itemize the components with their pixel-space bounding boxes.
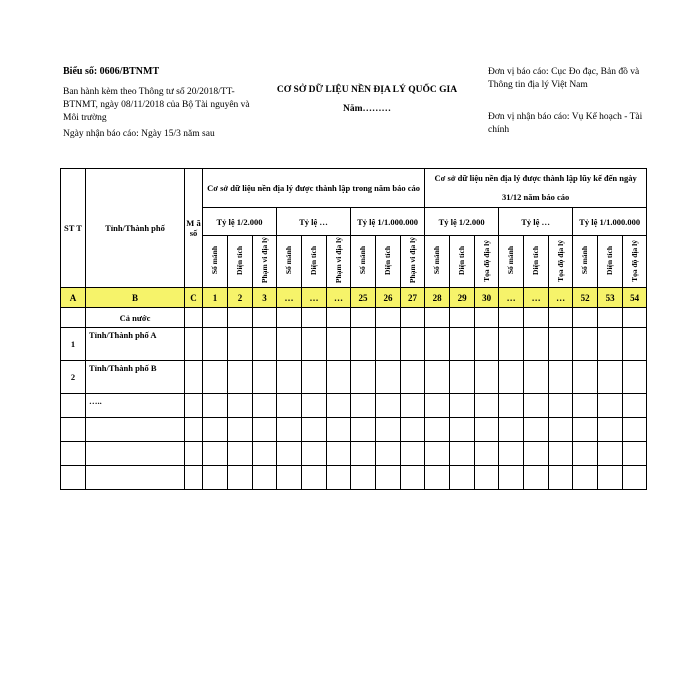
sub-header-cell — [253, 236, 277, 288]
column-index-cell: … — [549, 288, 573, 308]
table-cell — [549, 394, 573, 418]
table-cell — [549, 328, 573, 361]
table-cell — [425, 394, 450, 418]
receiving-unit: Đơn vị nhận báo cáo: Vụ Kế hoạch - Tài chính — [488, 112, 643, 135]
table-cell — [450, 466, 475, 490]
table-cell — [302, 328, 327, 361]
sub-header-cell — [376, 236, 401, 288]
table-cell — [623, 466, 647, 490]
table-cell — [598, 308, 623, 328]
row-province-name — [86, 466, 185, 490]
row-province-name: Cả nước — [86, 308, 185, 328]
table-cell — [185, 466, 203, 490]
table-cell — [327, 442, 351, 466]
table-cell — [475, 466, 499, 490]
table-cell — [573, 394, 598, 418]
receive-date-text: Ngày nhận báo cáo: Ngày 15/3 năm sau — [63, 129, 215, 139]
column-index-cell: 27 — [401, 288, 425, 308]
table-row — [61, 308, 647, 328]
table-cell — [425, 442, 450, 466]
issued-by-text: Ban hành kèm theo Thông tư số 20/2018/TT-BTNMT, ngày 08/11/2018 của Bộ Tài nguyên và Môi trường — [63, 87, 250, 123]
table-cell — [623, 308, 647, 328]
table-cell — [425, 361, 450, 394]
table-cell — [351, 361, 376, 394]
table-cell — [203, 394, 228, 418]
table-cell — [228, 328, 253, 361]
table-cell — [203, 442, 228, 466]
table-cell — [228, 466, 253, 490]
sub-header-label: Diện tích — [531, 246, 541, 275]
sub-header-cell — [351, 236, 376, 288]
row-stt — [61, 442, 86, 466]
sub-header-cell — [401, 236, 425, 288]
stt-header: ST T — [61, 169, 86, 288]
table-cell — [376, 466, 401, 490]
table-cell — [351, 328, 376, 361]
table-cell — [499, 418, 524, 442]
sub-header-label: Số mảnh — [580, 246, 590, 275]
sub-header-label: Số mảnh — [210, 246, 219, 275]
table-cell — [450, 418, 475, 442]
table-cell — [401, 328, 425, 361]
table-cell — [228, 308, 253, 328]
row-province-name — [86, 418, 185, 442]
table-cell — [549, 361, 573, 394]
table-cell — [573, 418, 598, 442]
table-cell — [450, 394, 475, 418]
sub-header-cell — [277, 236, 302, 288]
row-province-name: Tỉnh/Thành phố A — [86, 328, 185, 361]
table-cell — [253, 394, 277, 418]
table-cell — [277, 466, 302, 490]
scale-header-1m-cum: Tỷ lệ 1/1.000.000 — [573, 208, 647, 236]
report-year: Năm……… — [342, 104, 392, 114]
table-cell — [623, 442, 647, 466]
table-cell — [302, 442, 327, 466]
table-cell — [623, 328, 647, 361]
row-stt — [61, 418, 86, 442]
table-cell — [327, 418, 351, 442]
table-cell — [573, 308, 598, 328]
table-cell — [401, 361, 425, 394]
table-cell — [573, 361, 598, 394]
table-cell — [228, 361, 253, 394]
table-cell — [499, 361, 524, 394]
table-cell — [376, 328, 401, 361]
row-stt — [61, 308, 86, 328]
column-index-cell: 25 — [351, 288, 376, 308]
sub-header-cell — [228, 236, 253, 288]
sub-header-label: Phạm vi địa lý — [259, 237, 269, 284]
table-cell — [425, 328, 450, 361]
row-province-name: ….. — [86, 394, 185, 418]
sub-header-cell — [623, 236, 647, 288]
table-cell — [549, 466, 573, 490]
table-cell — [253, 466, 277, 490]
table-cell — [573, 328, 598, 361]
table-cell — [475, 442, 499, 466]
table-cell — [401, 394, 425, 418]
row-stt: 2 — [61, 361, 86, 394]
column-index-cell: B — [86, 288, 185, 308]
table-cell — [185, 418, 203, 442]
sub-header-label: Số mảnh — [432, 246, 442, 275]
sub-header-label: Diện tích — [383, 246, 392, 275]
table-cell — [401, 308, 425, 328]
table-cell — [277, 442, 302, 466]
sub-header-cell — [450, 236, 475, 288]
sub-header-label: Số mảnh — [358, 246, 367, 275]
table-cell — [203, 418, 228, 442]
sub-header-label: Phạm vi địa lý — [407, 237, 417, 284]
table-cell — [450, 308, 475, 328]
table-cell — [203, 308, 228, 328]
column-index-cell: … — [327, 288, 351, 308]
column-index-cell: 52 — [573, 288, 598, 308]
column-index-cell: C — [185, 288, 203, 308]
table-cell — [351, 394, 376, 418]
table-cell — [475, 328, 499, 361]
sub-header-label: Tọa độ địa lý — [629, 239, 639, 282]
table-cell — [327, 466, 351, 490]
table-cell — [327, 328, 351, 361]
table-cell — [302, 418, 327, 442]
table-cell — [228, 442, 253, 466]
sub-header-label: Diện tích — [235, 246, 244, 275]
row-stt: 1 — [61, 328, 86, 361]
table-cell — [524, 361, 549, 394]
table-cell — [203, 466, 228, 490]
form-number: Biểu số: 0606/BTNMT — [63, 66, 160, 77]
sub-header-label: Diện tích — [457, 246, 467, 275]
table-cell — [401, 442, 425, 466]
table-cell — [185, 328, 203, 361]
table-cell — [228, 418, 253, 442]
scale-header-1m-year: Tỷ lệ 1/1.000.000 — [351, 208, 425, 236]
table-cell — [376, 308, 401, 328]
sub-header-cell — [203, 236, 228, 288]
table-cell — [499, 308, 524, 328]
statistics-table — [60, 168, 647, 490]
sub-header-cell — [499, 236, 524, 288]
column-index-cell: 30 — [475, 288, 499, 308]
sub-header-label: Số mảnh — [284, 246, 293, 275]
table-cell — [573, 466, 598, 490]
table-cell — [203, 328, 228, 361]
scale-header-dots-year: Tỷ lệ … — [277, 208, 351, 236]
table-cell — [253, 418, 277, 442]
row-stt — [61, 466, 86, 490]
table-cell — [302, 466, 327, 490]
table-cell — [475, 308, 499, 328]
sub-header-label: Tọa độ địa lý — [555, 239, 565, 282]
table-cell — [253, 328, 277, 361]
reporting-unit: Đơn vị báo cáo: Cục Đo đạc, Bản đồ và Thông tin địa lý Việt Nam — [488, 67, 640, 90]
sub-header-label: Số mảnh — [506, 246, 516, 275]
column-index-cell: … — [499, 288, 524, 308]
scale-header-2000-year: Tỷ lệ 1/2.000 — [203, 208, 277, 236]
sub-header-cell — [327, 236, 351, 288]
table-cell — [524, 442, 549, 466]
table-cell — [425, 418, 450, 442]
province-header: Tỉnh/Thành phố — [86, 169, 185, 288]
table-cell — [524, 328, 549, 361]
table-cell — [277, 394, 302, 418]
table-cell — [253, 308, 277, 328]
table-cell — [623, 418, 647, 442]
table-row — [61, 361, 647, 394]
table-cell — [401, 466, 425, 490]
table-cell — [203, 361, 228, 394]
table-cell — [598, 442, 623, 466]
table-cell — [499, 328, 524, 361]
table-cell — [277, 328, 302, 361]
column-index-cell: 53 — [598, 288, 623, 308]
column-index-cell: A — [61, 288, 86, 308]
column-index-cell: … — [277, 288, 302, 308]
table-cell — [228, 394, 253, 418]
table-cell — [302, 308, 327, 328]
sub-header-cell — [573, 236, 598, 288]
column-index-cell: 29 — [450, 288, 475, 308]
table-row — [61, 328, 647, 361]
table-cell — [475, 418, 499, 442]
table-cell — [598, 328, 623, 361]
table-cell — [450, 361, 475, 394]
table-cell — [302, 361, 327, 394]
column-index-cell: … — [302, 288, 327, 308]
table-cell — [524, 418, 549, 442]
table-row — [61, 394, 647, 418]
table-cell — [598, 418, 623, 442]
table-cell — [524, 308, 549, 328]
sub-header-cell — [302, 236, 327, 288]
column-index-cell: 26 — [376, 288, 401, 308]
table-cell — [598, 361, 623, 394]
table-cell — [376, 442, 401, 466]
table-cell — [475, 361, 499, 394]
table-cell — [327, 394, 351, 418]
sub-header-cell — [549, 236, 573, 288]
table-cell — [376, 394, 401, 418]
table-cell — [277, 418, 302, 442]
column-index-cell: 2 — [228, 288, 253, 308]
column-index-cell: 54 — [623, 288, 647, 308]
table-cell — [185, 394, 203, 418]
table-cell — [425, 466, 450, 490]
table-cell — [499, 442, 524, 466]
table-cell — [524, 466, 549, 490]
group-header-in-year: Cơ sở dữ liệu nền địa lý được thành lập trong năm báo cáo — [203, 169, 425, 208]
table-cell — [499, 394, 524, 418]
sub-header-label: Diện tích — [605, 246, 615, 275]
table-cell — [327, 361, 351, 394]
table-cell — [277, 308, 302, 328]
table-cell — [302, 394, 327, 418]
sub-header-cell — [425, 236, 450, 288]
scale-header-dots-cum: Tỷ lệ … — [499, 208, 573, 236]
column-index-cell: 1 — [203, 288, 228, 308]
table-cell — [253, 442, 277, 466]
table-cell — [524, 394, 549, 418]
scale-header-2000-cum: Tỷ lệ 1/2.000 — [425, 208, 499, 236]
table-cell — [450, 328, 475, 361]
table-cell — [351, 466, 376, 490]
table-cell — [450, 442, 475, 466]
sub-header-label: Tọa độ địa lý — [481, 239, 491, 282]
sub-header-cell — [598, 236, 623, 288]
table-row — [61, 442, 647, 466]
group-header-cumulative: Cơ sở dữ liệu nền địa lý được thành lập lũy kế đến ngày 31/12 năm báo cáo — [425, 169, 647, 208]
table-cell — [351, 442, 376, 466]
column-index-cell: 28 — [425, 288, 450, 308]
table-cell — [327, 308, 351, 328]
column-index-cell: … — [524, 288, 549, 308]
table-cell — [185, 442, 203, 466]
sub-header-cell — [524, 236, 549, 288]
table-cell — [425, 308, 450, 328]
table-cell — [623, 394, 647, 418]
table-cell — [549, 308, 573, 328]
table-cell — [573, 442, 598, 466]
table-cell — [185, 361, 203, 394]
code-header: M ã số — [185, 169, 203, 288]
table-cell — [499, 466, 524, 490]
table-cell — [253, 361, 277, 394]
table-row — [61, 418, 647, 442]
table-cell — [549, 418, 573, 442]
table-cell — [376, 361, 401, 394]
table-cell — [376, 418, 401, 442]
table-cell — [401, 418, 425, 442]
table-cell — [475, 394, 499, 418]
table-cell — [351, 418, 376, 442]
table-row — [61, 466, 647, 490]
table-cell — [185, 308, 203, 328]
table-cell — [598, 394, 623, 418]
report-title: CƠ SỞ DỮ LIỆU NỀN ĐỊA LÝ QUỐC GIA — [276, 85, 458, 95]
table-cell — [623, 361, 647, 394]
row-stt — [61, 394, 86, 418]
table-cell — [549, 442, 573, 466]
table-cell — [351, 308, 376, 328]
row-province-name: Tỉnh/Thành phố B — [86, 361, 185, 394]
sub-header-cell — [475, 236, 499, 288]
column-index-cell: 3 — [253, 288, 277, 308]
sub-header-label: Phạm vi địa lý — [333, 237, 343, 284]
sub-header-label: Diện tích — [309, 246, 318, 275]
table-cell — [598, 466, 623, 490]
table-cell — [277, 361, 302, 394]
row-province-name — [86, 442, 185, 466]
